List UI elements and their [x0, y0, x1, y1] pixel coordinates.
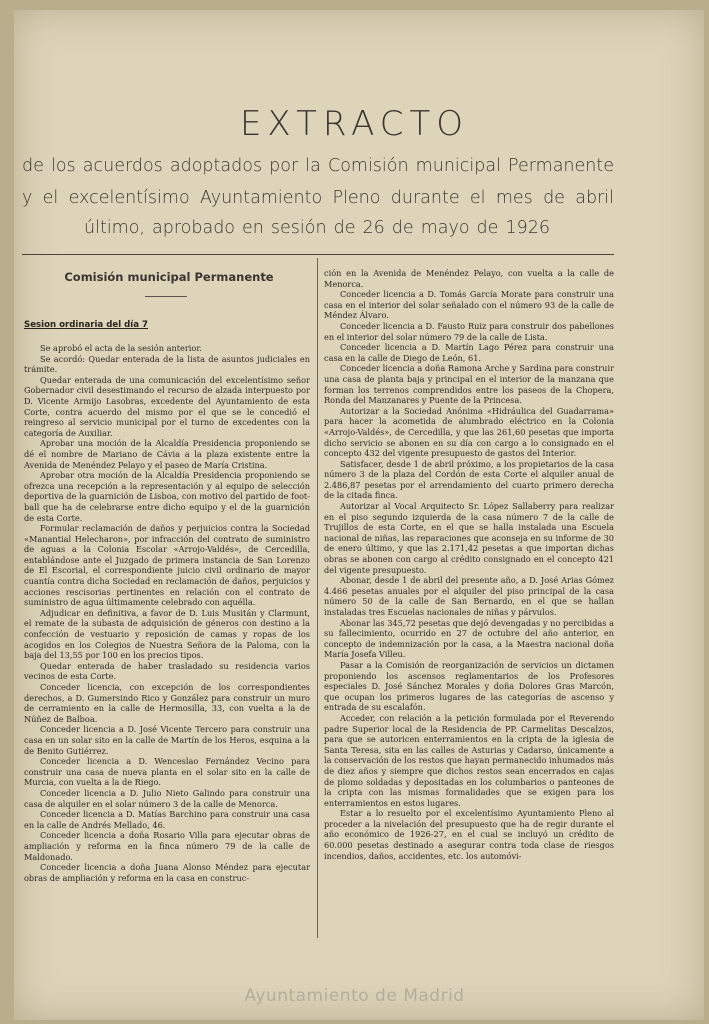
session-heading: Sesion ordinaria del día 7 [24, 320, 149, 330]
paragraph: Conceder licencia a doña Rosario Villa para ejecutar obras de ampliación y reforma en la finca número 79 de la calle de Maldonado. [24, 830, 310, 862]
paragraph: Se acordó: Quedar enterada de la lista de asuntos judiciales en trámite. [24, 353, 310, 375]
subtitle-line-2: y el excelentísimo Ayuntamiento Pleno durante el mes de abril [22, 188, 614, 208]
subtitle-line-1: de los acuerdos adoptados por la Comisión municipal Permanente [22, 156, 614, 176]
paragraph: Conceder licencia a D. Matías Barchino para construir una casa en la calle de Andrés Mellado, 46. [24, 809, 310, 830]
paragraph: Aprobar una moción de la Alcaldía Presidencia proponiendo se dé el nombre de Mariano de Cávia a la plaza existente entre la Avenida de Menéndez Pelayo y el paseo de María Cristina. [24, 438, 310, 470]
section-heading-rule [145, 296, 187, 297]
header-divider [22, 254, 614, 255]
paragraph: Estar a lo resuelto por el excelentísimo Ayuntamiento Pleno al proceder a la nivelación del presupuesto que ha de regir durante el año económico de 1926-27, en el cual se incluyó un crédito de 60.000 pesetas destinado a asegurar contra toda clase de riesgos incendios, daños, accidentes, etc. los automóvi- [324, 808, 614, 861]
paragraph: Pasar a la Comisión de reorganización de servicios un dictamen proponiendo los ascensos reglamentarios de los Profesores especiales D. José Sánchez Morales y doña Dolores Gras Marcón, que ocupan los primeros lugares de las categorías de ascenso y entrada de su escalafón. [324, 659, 614, 713]
section-heading: Comisión municipal Permanente [64, 270, 274, 284]
paragraph: Acceder, con relación a la petición formulada por el Reverendo padre Superior local de la Residencia de PP. Carmelitas Descalzos, para que se autoricen enterramientos en la cripta de la iglesia de Santa Teresa, sita en las calles de Asturias y Cadarso, únicamente a la conservación de los restos que hayan permanecido inhumados más de diez años y siempre que dichos restos sean encerrados en cajas de plomo soldadas y depositadas en los columbarios o panteones de la cripta con las mismas formalidades que se exigen para los enterramientos en estos lugares. [324, 712, 614, 808]
paragraph: Conceder licencia a D. José Vicente Tercero para construir una casa en un solar sito en la calle de Martín de los Heros, esquina a la de Benito Gutiérrez. [24, 724, 310, 756]
paragraph: Formular reclamación de daños y perjuicios contra la Sociedad «Manantial Helecharon», por infracción del contrato de suministro de aguas a la Colonia Escolar «Arrojo-Valdés», de Cercedilla, entablándose ante el Juzgado de primera instancia de San Lorenzo de El Escorial, el correspondiente juicio civil ordinario de mayor cuantía contra dicha Sociedad en reclamación de daños, perjuicios y acciones rescisorias pertinentes en relación con el contrato de suministro de agua últimamente celebrado con aquélla. [24, 523, 310, 608]
column-divider [317, 258, 318, 938]
paragraph: Conceder licencia a D. Tomás García Morate para construir una casa en el interior del solar señalado con el número 93 de la calle de Méndez Álvaro. [324, 289, 614, 321]
paragraph: Aprobar otra moción de la Alcaldía Presidencia proponiendo se ofrezca una recepción a la representación y al equipo de selección deportiva de la guarnición de Lisboa, con motivo del partido de foot-ball que ha de celebrarse entre dicho equipo y el de la guarnición de esta Corte. [24, 470, 310, 523]
paragraph: Conceder licencia, con excepción de los correspondientes derechos, a D. Gumersindo Rico y González para construir un muro de cerramiento en la calle de Hermosilla, 33, con vuelta a la de Núñez de Balboa. [24, 682, 310, 724]
paragraph: Conceder licencia a D. Martín Lago Pérez para construir una casa en la calle de Diego de León, 61. [324, 342, 614, 363]
subtitle-line-3: último, aprobado en sesión de 26 de mayo de 1926 [84, 218, 550, 238]
paragraph: Abonar las 345,72 pesetas que dejó devengadas y no percibidas a su fallecimiento, ocurrido en 27 de octubre del año anterior, en concepto de indemnización por la casa, a la Maestra nacional doña María Josefa Villeu. [324, 617, 614, 660]
paragraph: Autorizar a la Sociedad Anónima «Hidráulica del Guadarrama» para hacer la acometida de alumbrado eléctrico en la Colonia «Arrojo-Valdés», de Cercedilla, y que las 261,60 pesetas que importa dicho servicio se abonen en su día con cargo a lo consignado en el concepto 432 del vigente presupuesto de gastos del Interior. [324, 405, 614, 459]
watermark: Ayuntamiento de Madrid [244, 986, 465, 1006]
paragraph: Conceder licencia a doña Ramona Arche y Sardina para construir una casa de planta baja y principal en el interior de la manzana que forman los terrenos comprendidos entre los paseos de la Chopera, Ronda del Manzanares y Puente de la Princesa. [324, 363, 614, 406]
paragraph: Se aprobó el acta de la sesión anterior. [40, 343, 202, 353]
paragraph: Conceder licencia a doña Juana Alonso Méndez para ejecutar obras de ampliación y reforma en la casa en construc- [24, 862, 310, 883]
right-column-text [324, 268, 614, 861]
paragraph: Autorizar al Vocal Arquitecto Sr. López Sallaberry para realizar en el piso segundo izquierda de la casa número 7 de la calle de Trujillos de esta Corte, en el que se halla instalada una Escuela nacional de niñas, las reparaciones que aconseja en su informe de 30 de enero último, y que las 2.171,42 pesetas a que importan dichas obras se abonen con cargo al crédito consignado en el concepto 421 del vigente presupuesto. [324, 501, 614, 575]
paragraph: Conceder licencia a D. Julio Nieto Galindo para construir una casa de alquiler en el solar número 3 de la calle de Menorca. [24, 787, 310, 809]
paragraph: Quedar enterada de una comunicación del excelentísimo señor Gobernador civil desestimando el recurso de alzada interpuesto por D. Vicente Armijo Lasobras, excedente del Ayuntamiento de esta Corte, contra acuerdo del mismo por el que se le concedió el reingreso al servicio municipal por el turno de excedentes con la categoría de Auxiliar. [24, 374, 310, 438]
paragraph: Satisfacer, desde 1 de abril próximo, a los propietarios de la casa número 3 de la plaza del Cordón de esta Corte el alquiler anual de 2.486,87 pesetas por el arrendamiento del cuarto primero derecha de la citada finca. [324, 458, 614, 501]
document-title: EXTRACTO [239, 104, 470, 144]
left-column-text [24, 343, 310, 883]
paragraph: Conceder licencia a D. Fausto Ruiz para construir dos pabellones en el interior del solar número 79 de la calle de Lista. [324, 320, 614, 342]
paragraph: Abonar, desde 1 de abril del presente año, a D. José Arias Gómez 4.466 pesetas anuales por el alquiler del piso principal de la casa número 50 de la calle de San Bernardo, en el que se hallan instaladas tres Escuelas nacionales de niñas y párvulos. [324, 575, 614, 617]
paragraph: Adjudicar en definitiva, a favor de D. Luis Musitán y Clarmunt, el remate de la subasta de adquisición de géneros con destino a la confección de vestuario y reposición de camas y ropas de los acogidos en los Colegios de Nuestra Señora de la Paloma, con la baja del 13,55 por 100 en los precios tipos. [24, 607, 310, 661]
paragraph: Quedar enterada de haber trasladado su residencia varios vecinos de esta Corte. [24, 660, 310, 682]
paragraph: ción en la Avenida de Menéndez Pelayo, con vuelta a la calle de Menorca. [324, 268, 614, 289]
paragraph: Conceder licencia a D. Wenceslao Fernández Vecino para construir una casa de nueva planta en el solar sito en la calle de Murcia, con vuelta a la de Riego. [24, 756, 310, 788]
